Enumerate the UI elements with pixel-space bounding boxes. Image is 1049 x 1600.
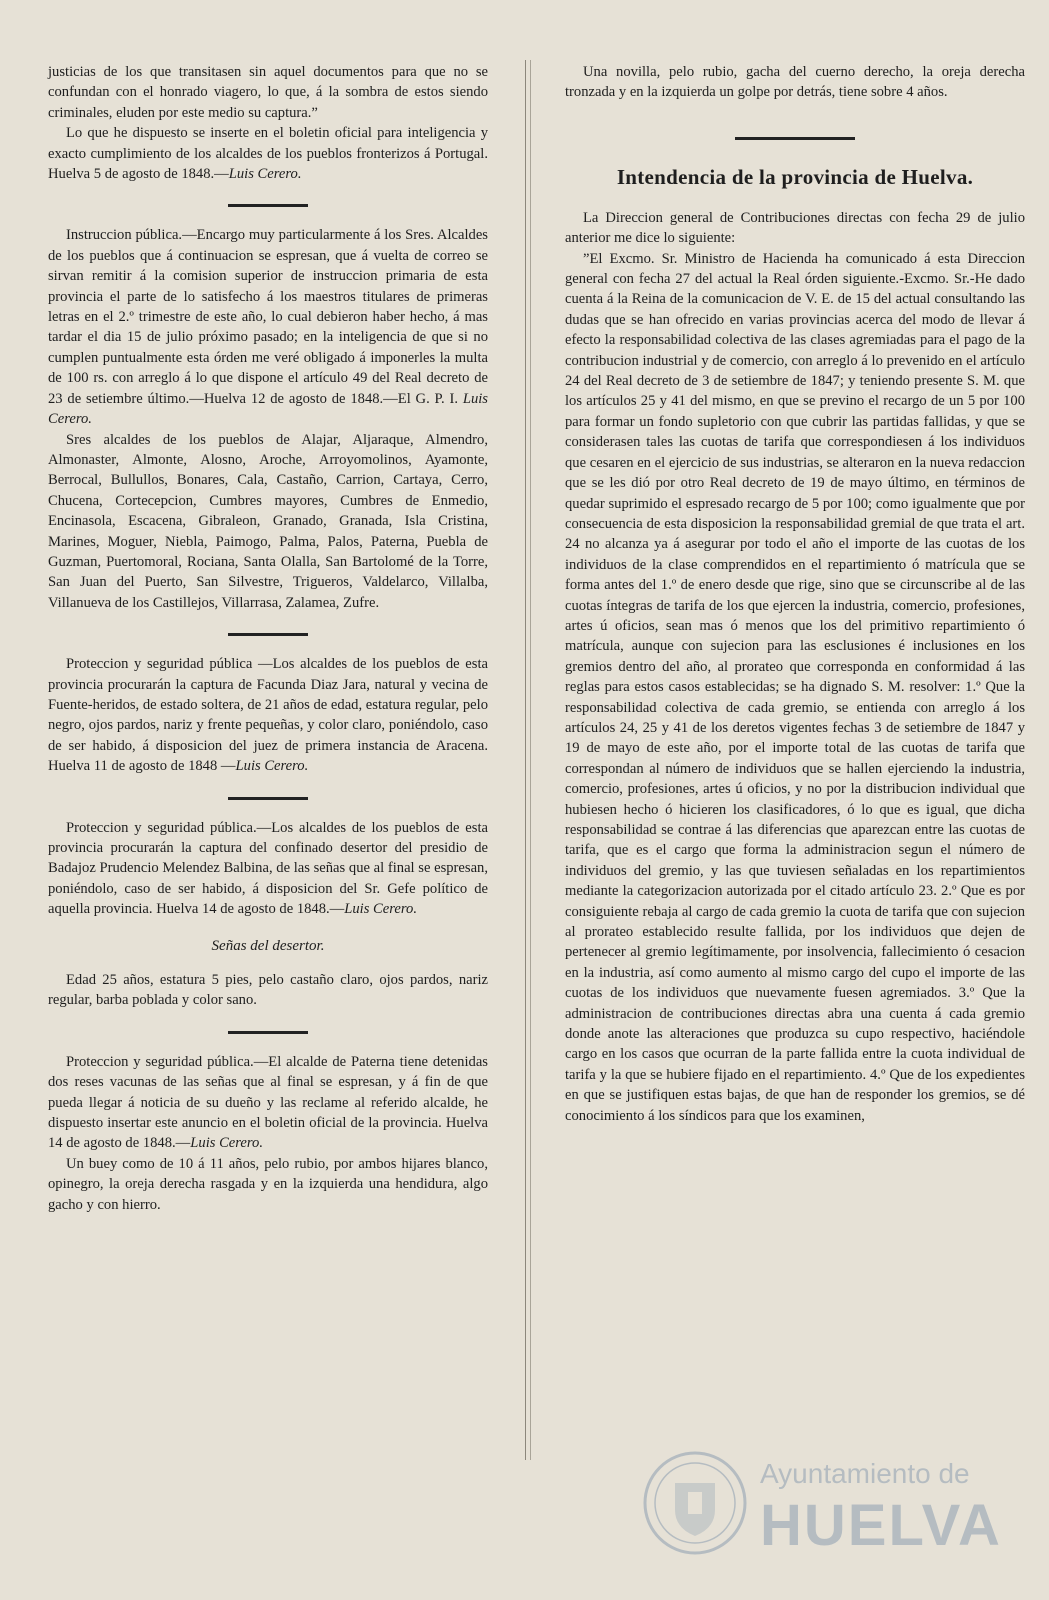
- watermark: [640, 1440, 1020, 1570]
- article-text: [48, 225, 488, 429]
- section-separator: [228, 204, 308, 207]
- article-text: Una novilla, pelo rubio, gacha del cuerno derecho, la oreja derecha tronzada y en la izquierda un golpe por detrás, tiene sobre 4 años.: [565, 64, 1025, 101]
- subheading: Señas del desertor.: [211, 937, 325, 954]
- article-body: Lo que he dispuesto se inserte en el boletin oficial para inteligencia y exacto cumplimiento de los alcaldes de los pueblos fronterizos á Portugal. Huelva 5 de agosto de 1848.—: [48, 125, 488, 183]
- signature: Luis Cerero.: [228, 166, 302, 183]
- right-column: [565, 62, 1025, 1126]
- section-separator: [228, 797, 308, 800]
- article-text: ”El Excmo. Sr. Ministro de Hacienda ha comunicado á esta Direccion general con fecha 27 del actual la Real órden siguiente.-Excmo. Sr.-He dado cuenta á la Reina de la comunicacion de V. E. de 15 del actual consultando las dudas que se han ofrecido en varias provincias acerca del modo de llevar á efecto la responsabilidad colectiva de las clases agremiadas para el pago de la contribucion industrial y de comercio, con arreglo á lo prevenido en el artículo 24 del Real decreto de 3 de setiembre de 1847; y teniendo presente S. M. que los artículos 25 y 41 del mismo, en que se previno el recargo de un 5 por 100 para formar un fondo supletorio con que cubrir las partidas fallidas, y que se considerasen tales las cuotas de tarifa que correspondiesen á los individuos que cesaren en el ejercicio de sus industrias, se alteraron en la nueva redaccion que se les dió por otro Real decreto de 19 de mayo último, en términos de quedar suprimido el espresado recargo de 5 por 100; como igualmente que por consecuencia de esta disposicion la responsabilidad gremial de que trata el art. 24 no alcanza ya á asegurar por todo el año el importe de las cuotas de los individuos de la clase comprendidos en el repartimiento ó matrícula que se forma antes del 1.º de enero desde que rige, sino que se circunscribe al de las cuotas íntegras de tarifa de los que ejercen la industria, comercio, profesiones, artes ú oficios, sean mas ó menos que los del primitivo repartimiento ó matrícula, aunque con sujecion para las esclusiones é inclusiones en los gremios dentro del año, al prorateo que corresponda en conformidad á las reglas para estos casos establecidas; se ha dignado S. M. resolver: 1.º Que la responsabilidad colectiva de cada gremio, se entienda con arreglo á los artículos 24, 25 y 41 de los deretos vigentes fechas 3 de setiembre de 1847 y 19 de mayo de este año, por el importe total de las cuotas de tarifa que correspondan al número de individuos que se hallen ejerciendo la industria, comercio, profesiones, artes ú oficios, y no por la distribucion individual que hubiesen hecho ó hicieren los clasificadores, ó lo que es igual, que dicha responsabilidad se contrae á las diferencias que aparezcan entre las cuotas de tarifa, que es el cargo que forma la administracion segun el número de individuos del gremio, y las que tuviesen señaladas en los repartimientos mediante la categorizacion autorizada por el citado artículo 23. 2.º Que es por consiguiente rebaja al cargo de cada gremio la cuota de tarifa que con sujecion al prorateo establecido resulte fallida, por los individuos que dejen de pertenecer al gremio legítimamente, por insolvencia, fallecimiento ó cesacion en la industria, así como aumento al mismo cargo del cupo el importe de las cuotas de los individuos que nuevamente fuesen agremiados. 3.º Que la administracion de contribuciones directas abra una cuenta á cada gremio donde anote las alteraciones que produzca su cupo respectivo, haciéndole cargo en los casos que ocurran de la parte fallida entre la cuota individual de tarifa y la que se hubiere fijado en el repartimiento. 4.º Que de los expedientes en que se justifiquen estas bajas, de que han de responder los gremios, se dé conocimiento á los síndicos para que los examinen,: [565, 250, 1025, 1124]
- article-text: [48, 654, 488, 776]
- signature: Luis Cerero.: [48, 390, 488, 428]
- town-list: Sres alcaldes de los pueblos de Alajar, Aljaraque, Almendro, Almonaster, Almonte, Alosno, Aroche, Arroyomolinos, Ayamonte, Berrocal, Bullullos, Bonares, Cala, Castaño, Carrion, Cartaya, Cerro, Chucena, Cortecepcion, Cumbres mayores, Cumbres de Enmedio, Encinasola, Escacena, Gibraleon, Granado, Granada, Isla Cristina, Marines, Moguer, Niebla, Paimogo, Palma, Palos, Paterna, Puebla de Guzman, Puertomoral, Rociana, Santa Olalla, San Bartolomé de la Torre, San Juan del Puerto, San Silvestre, Trigueros, Valdelarco, Villalba, Villanueva de los Castillejos, Villarrasa, Zalamea, Zufre.: [48, 431, 488, 611]
- article-text: [48, 1052, 488, 1154]
- left-column: [48, 62, 488, 1215]
- section-separator: [228, 633, 308, 636]
- article-text: [48, 818, 488, 920]
- article-text: La Direccion general de Contribuciones directas con fecha 29 de julio anterior me dice lo siguiente:: [565, 209, 1025, 247]
- city-crest-icon: [640, 1448, 750, 1558]
- watermark-line1: Ayuntamiento de: [760, 1458, 970, 1489]
- article-text: [48, 123, 488, 184]
- signature: Luis Cerero.: [190, 1135, 263, 1152]
- article-body: Proteccion y seguridad pública.—Los alcaldes de los pueblos de esta provincia procurarán la captura del confinado desertor del presidio de Badajoz Prudencio Melendez Balbina, de las señas que al final se espresan, poniéndolo, caso de ser habido, á disposicion del Sr. Gefe político de aquella provincia. Huelva 14 de agosto de 1848.—: [48, 819, 488, 918]
- signature: Luis Cerero.: [235, 758, 309, 775]
- section-heading: Intendencia de la provincia de Huelva.: [616, 164, 974, 189]
- article-text: Edad 25 años, estatura 5 pies, pelo castaño claro, ojos pardos, nariz regular, barba poblada y color sano.: [48, 972, 488, 1009]
- article-text: Un buey como de 10 á 11 años, pelo rubio, por ambos hijares blanco, opinegro, la oreja derecha rasgada y en la izquierda una hendidura, algo gacho y con hierro.: [48, 1155, 488, 1213]
- section-separator: [735, 137, 855, 140]
- article-text: justicias de los que transitasen sin aquel documentos para que no se confundan con el honrado viagero, lo que, á la sombra de estos siendo criminales, eluden por este medio su captura.”: [48, 64, 488, 121]
- watermark-line2: HUELVA: [760, 1493, 1002, 1558]
- article-body: Proteccion y seguridad pública.—El alcalde de Paterna tiene detenidas dos reses vacunas de las señas que al final se espresan, y á fin de que pueda llegar á noticia de su dueño y las reclame al referido alcalde, he dispuesto insertar este anuncio en el boletin oficial de la provincia. Huelva 14 de agosto de 1848.—: [48, 1053, 488, 1152]
- section-lead: Instruccion pública.: [66, 227, 183, 244]
- article-body: Proteccion y seguridad pública —Los alcaldes de los pueblos de esta provincia procurarán la captura de Facunda Diaz Jara, natural y vecina de Fuente-heridos, de estado soltera, de 21 años de edad, estatura regular, pelo negro, ojos pardos, nariz y frente pequeñas, y color claro, poniéndolo, caso de ser habido, á disposicion del juez de primera instancia de Aracena. Huelva 11 de agosto de 1848 —: [48, 656, 488, 775]
- column-divider: [525, 60, 526, 1460]
- signature: Luis Cerero.: [344, 901, 417, 918]
- section-separator: [228, 1031, 308, 1034]
- column-divider: [530, 60, 531, 1460]
- article-body: —Encargo muy particularmente á los Sres. Alcaldes de los pueblos que á continuacion se espresan, que á vuelta de correo se sirvan remitir á la comision superior de instruccion primaria de esta provincia el parte de lo satisfecho á los maestros titulares de primeras letras en el 2.º trimestre de este año, lo cual debieron haber hecho, á mas tardar el dia 15 de julio próximo pasado; en la inteligencia de que si no cumplen puntualmente esta órden me veré obligado á imponerles la multa de 100 rs. con arreglo á lo que dispone el artículo 49 del Real decreto de 23 de setiembre último.—Huelva 12 de agosto de 1848.—El G. P. I.: [48, 227, 488, 407]
